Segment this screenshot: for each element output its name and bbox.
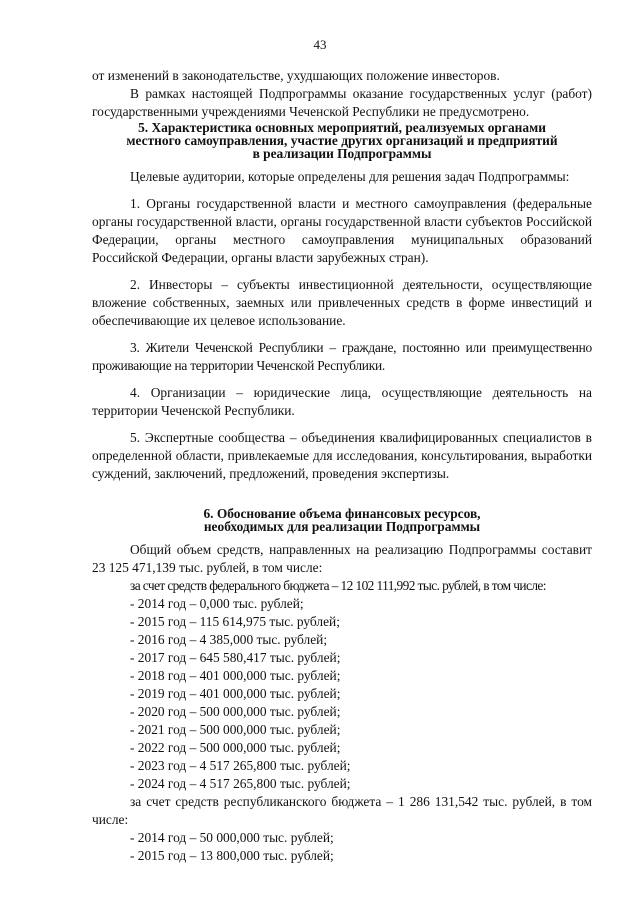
year-amount: - 2016 год – 4 385,000 тыс. рублей; [130,632,328,647]
year-amount: - 2019 год – 401 000,000 тыс. рублей; [130,686,341,701]
paragraph-services: В рамках настоящей Подпрограммы оказание государственных услуг (работ) государственными учреждениями Чеченской Республики не предусмотрено. [92,86,592,119]
year-amount: - 2024 год – 4 517 265,800 тыс. рублей; [130,776,351,791]
heading-line: местного самоуправления, участие других организаций и предприятий [126,133,558,148]
heading-line: необходимых для реализации Подпрограммы [203,519,481,534]
year-amount: - 2020 год – 500 000,000 тыс. рублей; [130,704,341,719]
audience-item-3: 3. Жители Чеченской Республики – граждане, постоянно или преимущественно проживающие на территории Чеченской Республики. [92,340,592,373]
audience-item-1: 1. Органы государственной власти и местного самоуправления (федеральные органы государственной власти, органы государственной власти субъектов Российской Федерации, органы местного самоуправления муниципальных образований Российской Федерации, органы власти зарубежных стран). [92,196,592,265]
year-amount: - 2018 год – 401 000,000 тыс. рублей; [130,668,341,683]
heading-line: 5. Характеристика основных мероприятий, реализуемых органами [138,120,546,135]
year-amount: - 2014 год – 50 000,000 тыс. рублей; [130,830,334,845]
heading-line: в реализации Подпрограммы [252,146,432,161]
federal-years-list [92,595,592,793]
year-amount: - 2023 год – 4 517 265,800 тыс. рублей; [130,758,351,773]
heading-line: 6. Обоснование объема финансовых ресурсов, [203,506,481,521]
year-amount: - 2021 год – 500 000,000 тыс. рублей; [130,722,341,737]
audience-item-2: 2. Инвесторы – субъекты инвестиционной деятельности, осуществляющие вложение собственных, заемных или привлеченных средств в форме инвестиций и обеспечивающие их целевое использование. [92,277,592,328]
section-5-intro: Целевые аудитории, которые определены для решения задач Подпрограммы: [130,169,570,184]
paragraph-continuation: от изменений в законодательстве, ухудшающих положение инвесторов. [92,68,500,83]
year-amount: - 2015 год – 13 800,000 тыс. рублей; [130,848,334,863]
regional-budget-intro: за счет средств республиканского бюджета – 1 286 131,542 тыс. рублей, в том числе: [92,794,592,827]
section-6-heading [92,507,592,533]
section-5-heading [92,121,592,160]
page-number: 43 [313,37,327,52]
audience-item-5: 5. Экспертные сообщества – объединения квалифицированных специалистов в определенной области, привлекаемые для исследования, консультирования, выработки суждений, заключений, предложений, проведения экспертизы. [92,430,592,481]
page-content [92,67,592,865]
year-amount: - 2017 год – 645 580,417 тыс. рублей; [130,650,341,665]
year-amount: - 2022 год – 500 000,000 тыс. рублей; [130,740,341,755]
regional-years-list [92,829,592,865]
audience-item-4: 4. Организации – юридические лица, осуществляющие деятельность на территории Чеченской Республики. [92,385,592,418]
federal-budget-intro: за счет средств федерального бюджета – 12 102 111,992 тыс. рублей, в том числе: [130,578,546,593]
funding-total: Общий объем средств, направленных на реализацию Подпрограммы составит 23 125 471,139 тыс. рублей, в том числе: [92,542,592,575]
year-amount: - 2014 год – 0,000 тыс. рублей; [130,596,304,611]
year-amount: - 2015 год – 115 614,975 тыс. рублей; [130,614,340,629]
